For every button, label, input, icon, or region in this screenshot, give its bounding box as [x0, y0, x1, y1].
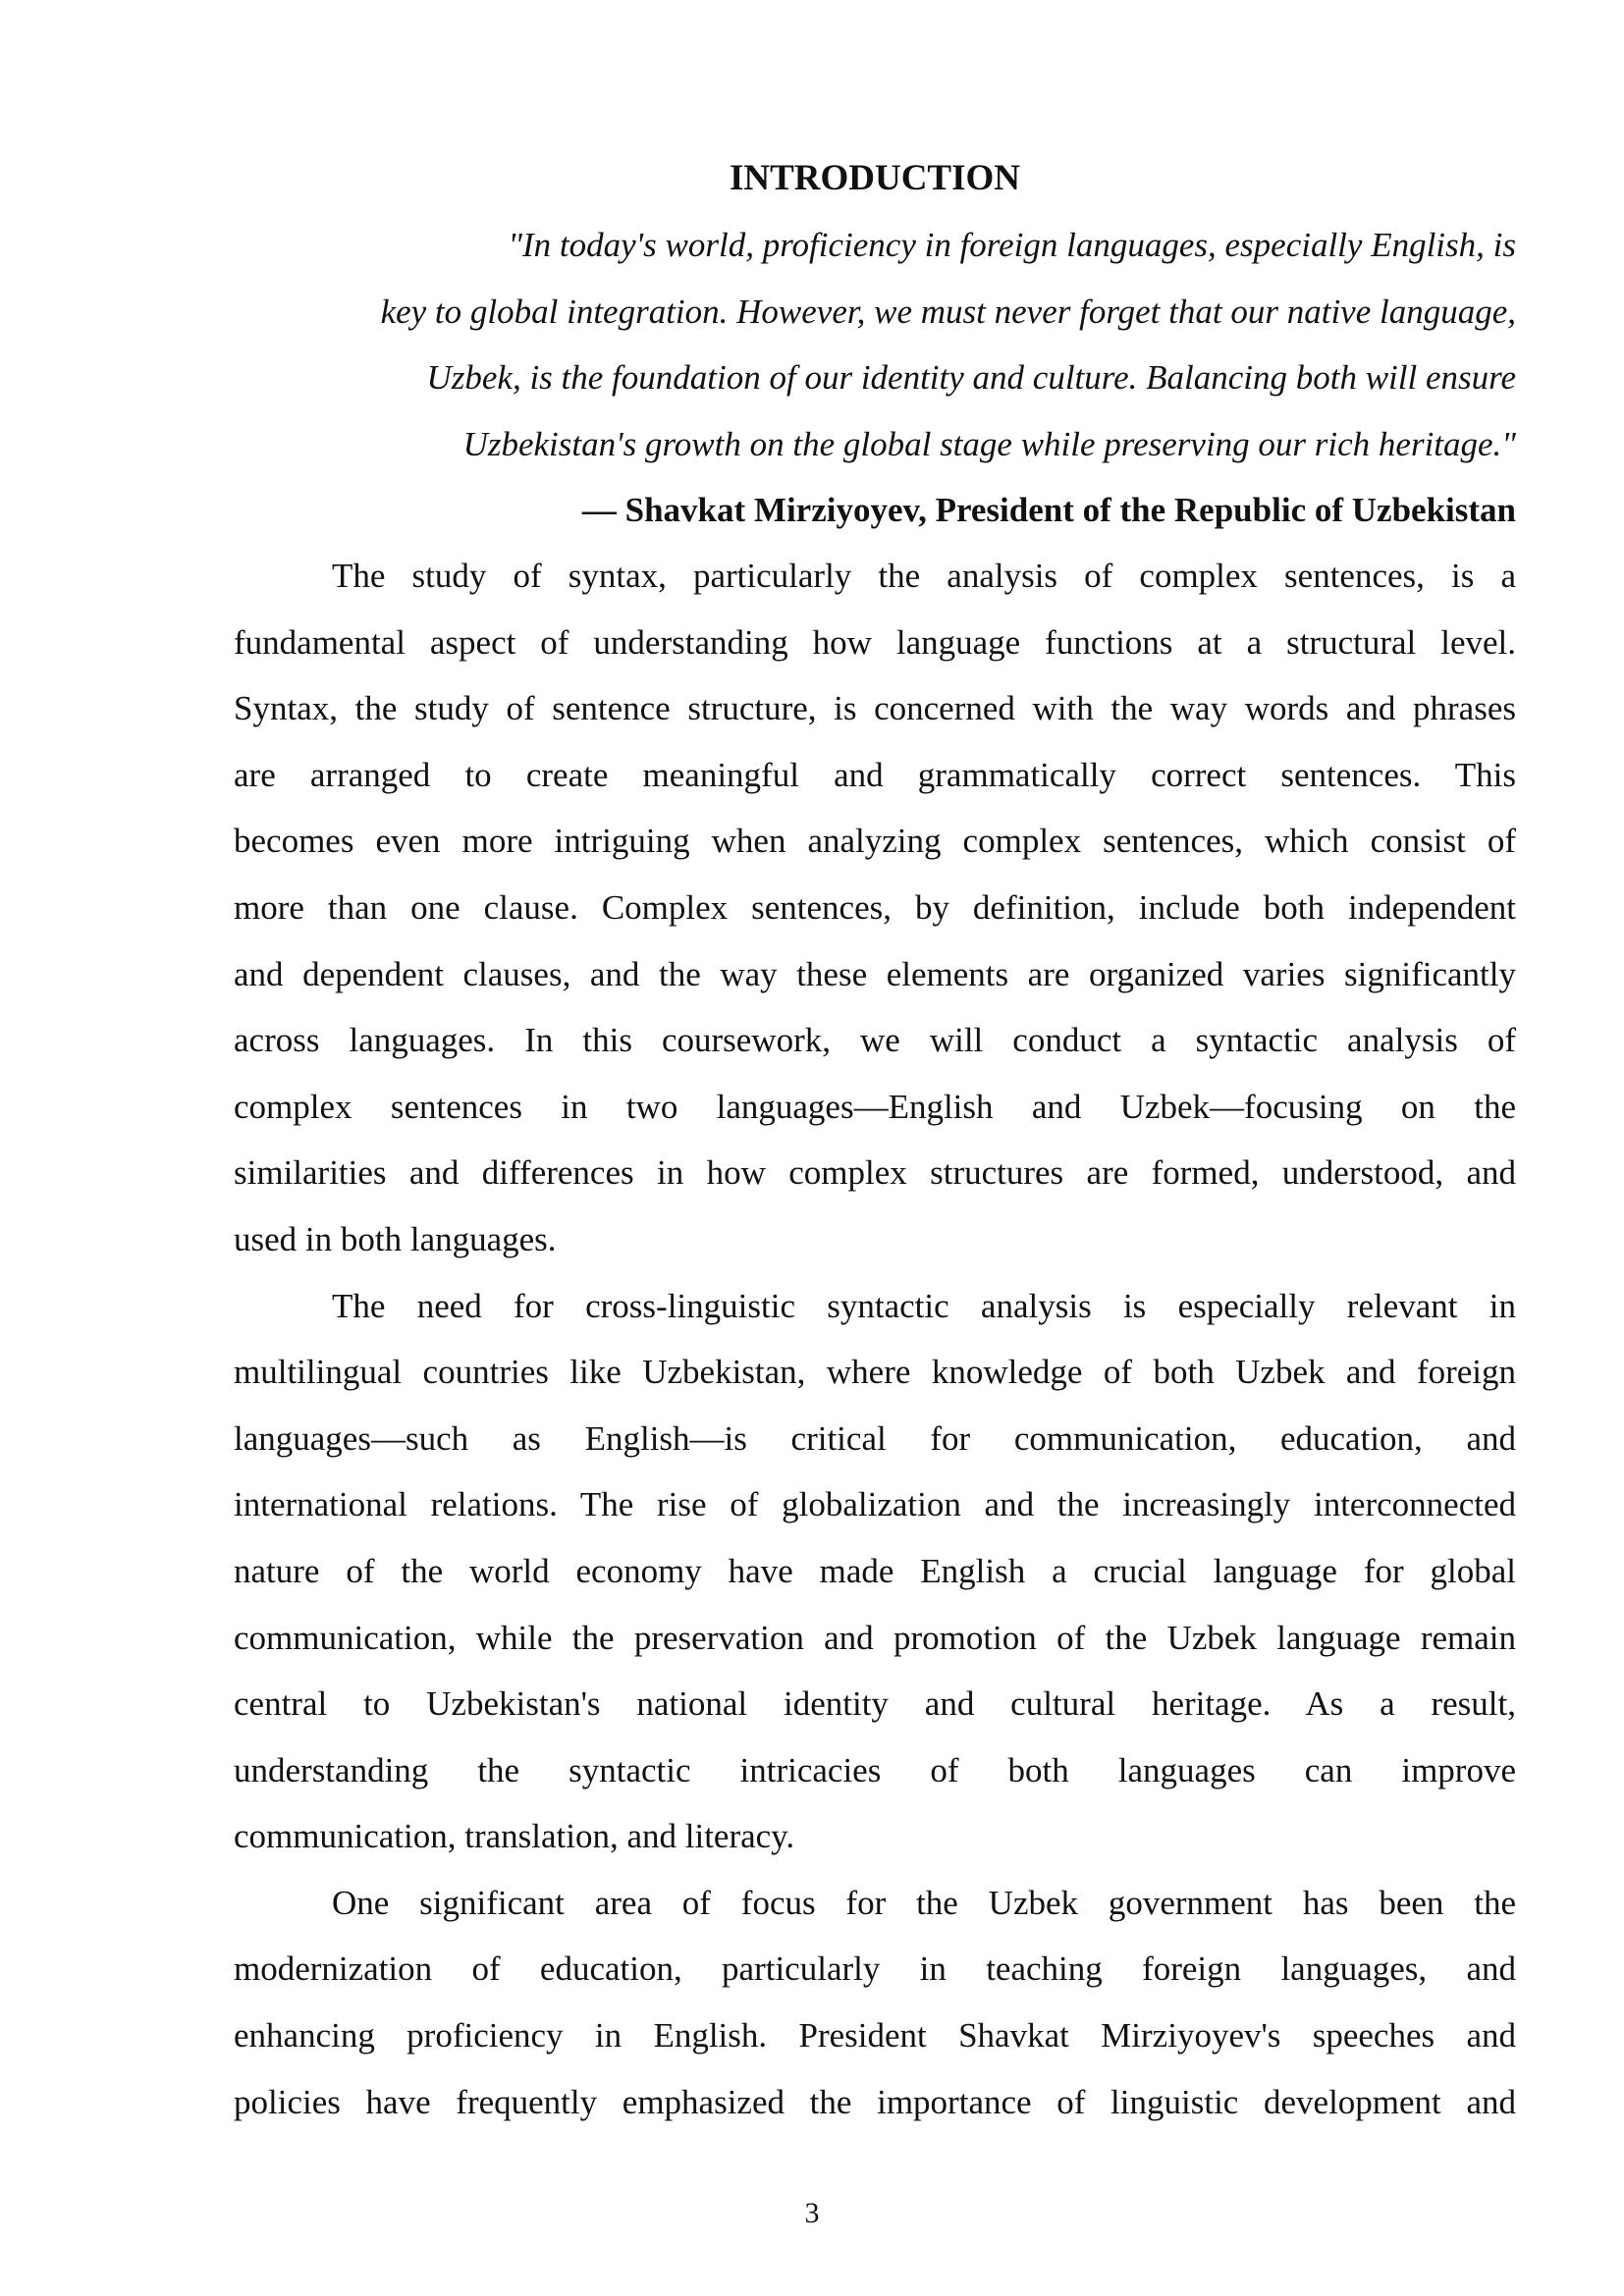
text-line: communication, while the preservation and promotion of the Uzbek language remain [234, 1618, 1516, 1657]
text-line: fundamental aspect of understanding how language functions at a structural level. [234, 622, 1516, 662]
epigraph-attribution: — Shavkat Mirziyoyev, President of the Republic of Uzbekistan [581, 491, 1516, 529]
text-line: international relations. The rise of globalization and the increasingly interconnected [234, 1485, 1516, 1524]
text-line: complex sentences in two languages—English and Uzbek—focusing on the [234, 1087, 1516, 1126]
text-line: and dependent clauses, and the way these elements are organized varies significantly [234, 954, 1516, 993]
text-line: more than one clause. Complex sentences, by definition, include both independent [234, 887, 1516, 927]
text-line: used in both languages. [234, 1219, 557, 1258]
text-line: One significant area of focus for the Uzbek government has been the [332, 1883, 1516, 1922]
text-line: communication, translation, and literacy. [234, 1817, 795, 1856]
epigraph-line: Uzbek, is the foundation of our identity and culture. Balancing both will ensure [426, 358, 1516, 397]
epigraph-line: key to global integration. However, we must never forget that our native language, [380, 292, 1516, 331]
epigraph-line: Uzbekistan's growth on the global stage while preserving our rich heritage." [462, 424, 1516, 463]
text-line: policies have frequently emphasized the importance of linguistic development and [234, 2082, 1516, 2121]
text-line: are arranged to create meaningful and grammatically correct sentences. This [234, 755, 1516, 794]
text-line: enhancing proficiency in English. President Shavkat Mirziyoyev's speeches and [234, 2016, 1516, 2056]
page-number: 3 [804, 2197, 820, 2229]
paragraph-1 [234, 543, 1516, 1273]
text-line: The need for cross-linguistic syntactic analysis is especially relevant in [332, 1286, 1516, 1325]
text-line: modernization of education, particularly in teaching foreign languages, and [234, 1949, 1516, 1989]
paragraph-2 [234, 1273, 1516, 1870]
text-line: The study of syntax, particularly the analysis of complex sentences, is a [332, 557, 1516, 595]
text-line: multilingual countries like Uzbekistan, where knowledge of both Uzbek and foreign [234, 1353, 1516, 1392]
text-line: languages—such as English—is critical for communication, education, and [234, 1418, 1516, 1458]
paragraph-3 [234, 1870, 1516, 2135]
section-heading: INTRODUCTION [729, 158, 1021, 198]
text-line: nature of the world economy have made English a crucial language for global [234, 1551, 1516, 1590]
epigraph-line: "In today's world, proficiency in foreign languages, especially English, is [508, 226, 1516, 264]
text-line: similarities and differences in how complex structures are formed, understood, and [234, 1153, 1516, 1193]
text-line: across languages. In this coursework, we will conduct a syntactic analysis of [234, 1021, 1516, 1060]
epigraph-quote [234, 212, 1516, 544]
text-line: becomes even more intriguing when analyzing complex sentences, which consist of [234, 822, 1516, 861]
body-text [234, 543, 1516, 2135]
text-line: Syntax, the study of sentence structure, is concerned with the way words and phrases [234, 689, 1516, 728]
text-line: central to Uzbekistan's national identity and cultural heritage. As a result, [234, 1684, 1516, 1724]
text-line: understanding the syntactic intricacies of both languages can improve [234, 1750, 1516, 1789]
